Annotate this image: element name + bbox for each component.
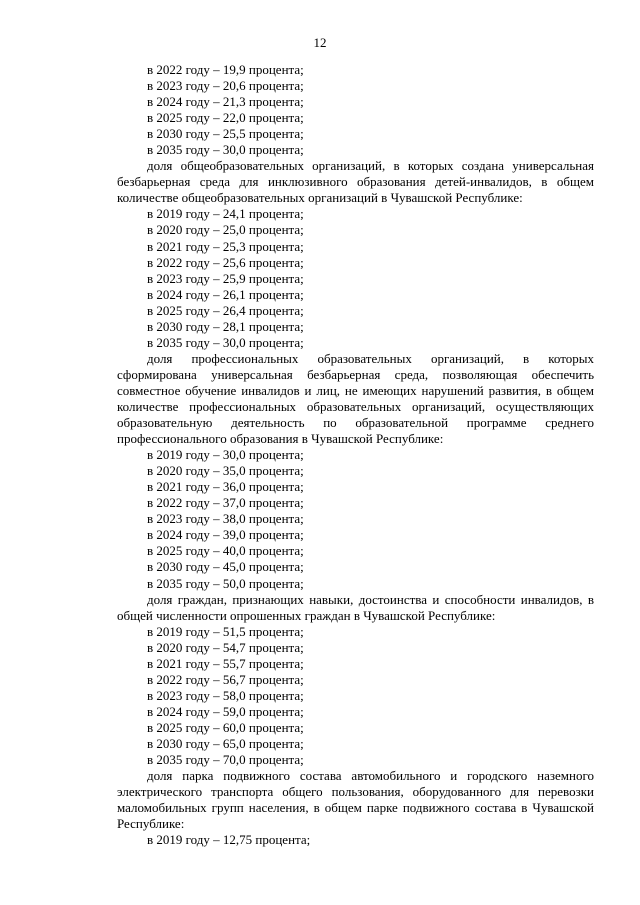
list-item: в 2020 году – 25,0 процента; xyxy=(147,222,304,238)
list-item: в 2030 году – 65,0 процента; xyxy=(147,735,304,751)
indicator-list xyxy=(117,447,594,591)
list-item: в 2020 году – 54,7 процента; xyxy=(147,639,304,655)
list-item: в 2025 году – 60,0 процента; xyxy=(147,719,304,735)
indicator-list xyxy=(117,206,594,350)
list-item: в 2020 году – 35,0 процента; xyxy=(147,463,304,479)
list-item: в 2022 году – 25,6 процента; xyxy=(147,254,304,270)
list-item: в 2019 году – 30,0 процента; xyxy=(147,447,304,463)
indicator-paragraph xyxy=(117,768,594,832)
document-body xyxy=(117,62,594,848)
list-item: в 2024 году – 26,1 процента; xyxy=(147,286,304,302)
list-item: в 2022 году – 19,9 процента; xyxy=(147,62,304,77)
list-item: в 2035 году – 70,0 процента; xyxy=(147,752,304,768)
list-item: в 2019 году – 24,1 процента; xyxy=(147,206,304,222)
indicator-text: доля профессиональных образовательных организаций, в которых сформирована универсальная безбарьерная среда, позволяющая обеспечить совместное обучение инвалидов и лиц, не имеющих нарушений развития, в общем количестве профессиональных образовательных организаций, осуществляющих образовательную деятельность по образовательной программе среднего профессионального образования в Чувашской Республике: xyxy=(117,350,594,447)
list-item: в 2025 году – 40,0 процента; xyxy=(147,543,304,559)
list-item: в 2030 году – 25,5 процента; xyxy=(147,126,304,142)
list-item: в 2025 году – 22,0 процента; xyxy=(147,110,304,126)
list-item: в 2021 году – 55,7 процента; xyxy=(147,655,304,671)
indicator-text: доля граждан, признающих навыки, достоинства и способности инвалидов, в общей численности опрошенных граждан в Чувашской Республике: xyxy=(117,591,594,623)
list-item: в 2019 году – 51,5 процента; xyxy=(147,623,304,639)
indicator-text: доля парка подвижного состава автомобильного и городского наземного электрического транспорта общего пользования, оборудованного для перевозки маломобильных групп населения, в общем парке подвижного состава в Чувашской Республике: xyxy=(117,768,594,832)
list-item: в 2022 году – 56,7 процента; xyxy=(147,671,304,687)
list-item: в 2030 году – 45,0 процента; xyxy=(147,559,304,575)
indicator-paragraph xyxy=(117,351,594,447)
list-item: в 2025 году – 26,4 процента; xyxy=(147,302,304,318)
list-item: в 2030 году – 28,1 процента; xyxy=(147,318,304,334)
list-item: в 2021 году – 36,0 процента; xyxy=(147,479,304,495)
list-item: в 2024 году – 59,0 процента; xyxy=(147,703,304,719)
indicator-paragraph xyxy=(117,158,594,206)
intro-list xyxy=(117,62,594,158)
list-item: в 2022 году – 37,0 процента; xyxy=(147,495,304,511)
page-number: 12 xyxy=(313,35,327,50)
list-item: в 2023 году – 38,0 процента; xyxy=(147,511,304,527)
list-item: в 2023 году – 25,9 процента; xyxy=(147,270,304,286)
indicator-list xyxy=(117,832,594,848)
list-item: в 2021 году – 25,3 процента; xyxy=(147,238,304,254)
list-item: в 2024 году – 21,3 процента; xyxy=(147,94,304,110)
indicator-text: доля общеобразовательных организаций, в которых создана универсальная безбарьерная среда для инклюзивного образования детей-инвалидов, в общем количестве общеобразовательных организаций в Чувашской Республике: xyxy=(117,158,594,206)
list-item: в 2023 году – 20,6 процента; xyxy=(147,78,304,94)
list-item: в 2023 году – 58,0 процента; xyxy=(147,687,304,703)
list-item: в 2035 году – 30,0 процента; xyxy=(147,334,304,350)
indicator-paragraph xyxy=(117,592,594,624)
indicator-list xyxy=(117,624,594,768)
list-item: в 2019 году – 12,75 процента; xyxy=(147,832,311,848)
list-item: в 2035 году – 50,0 процента; xyxy=(147,575,304,591)
list-item: в 2035 году – 30,0 процента; xyxy=(147,142,304,158)
list-item: в 2024 году – 39,0 процента; xyxy=(147,527,304,543)
